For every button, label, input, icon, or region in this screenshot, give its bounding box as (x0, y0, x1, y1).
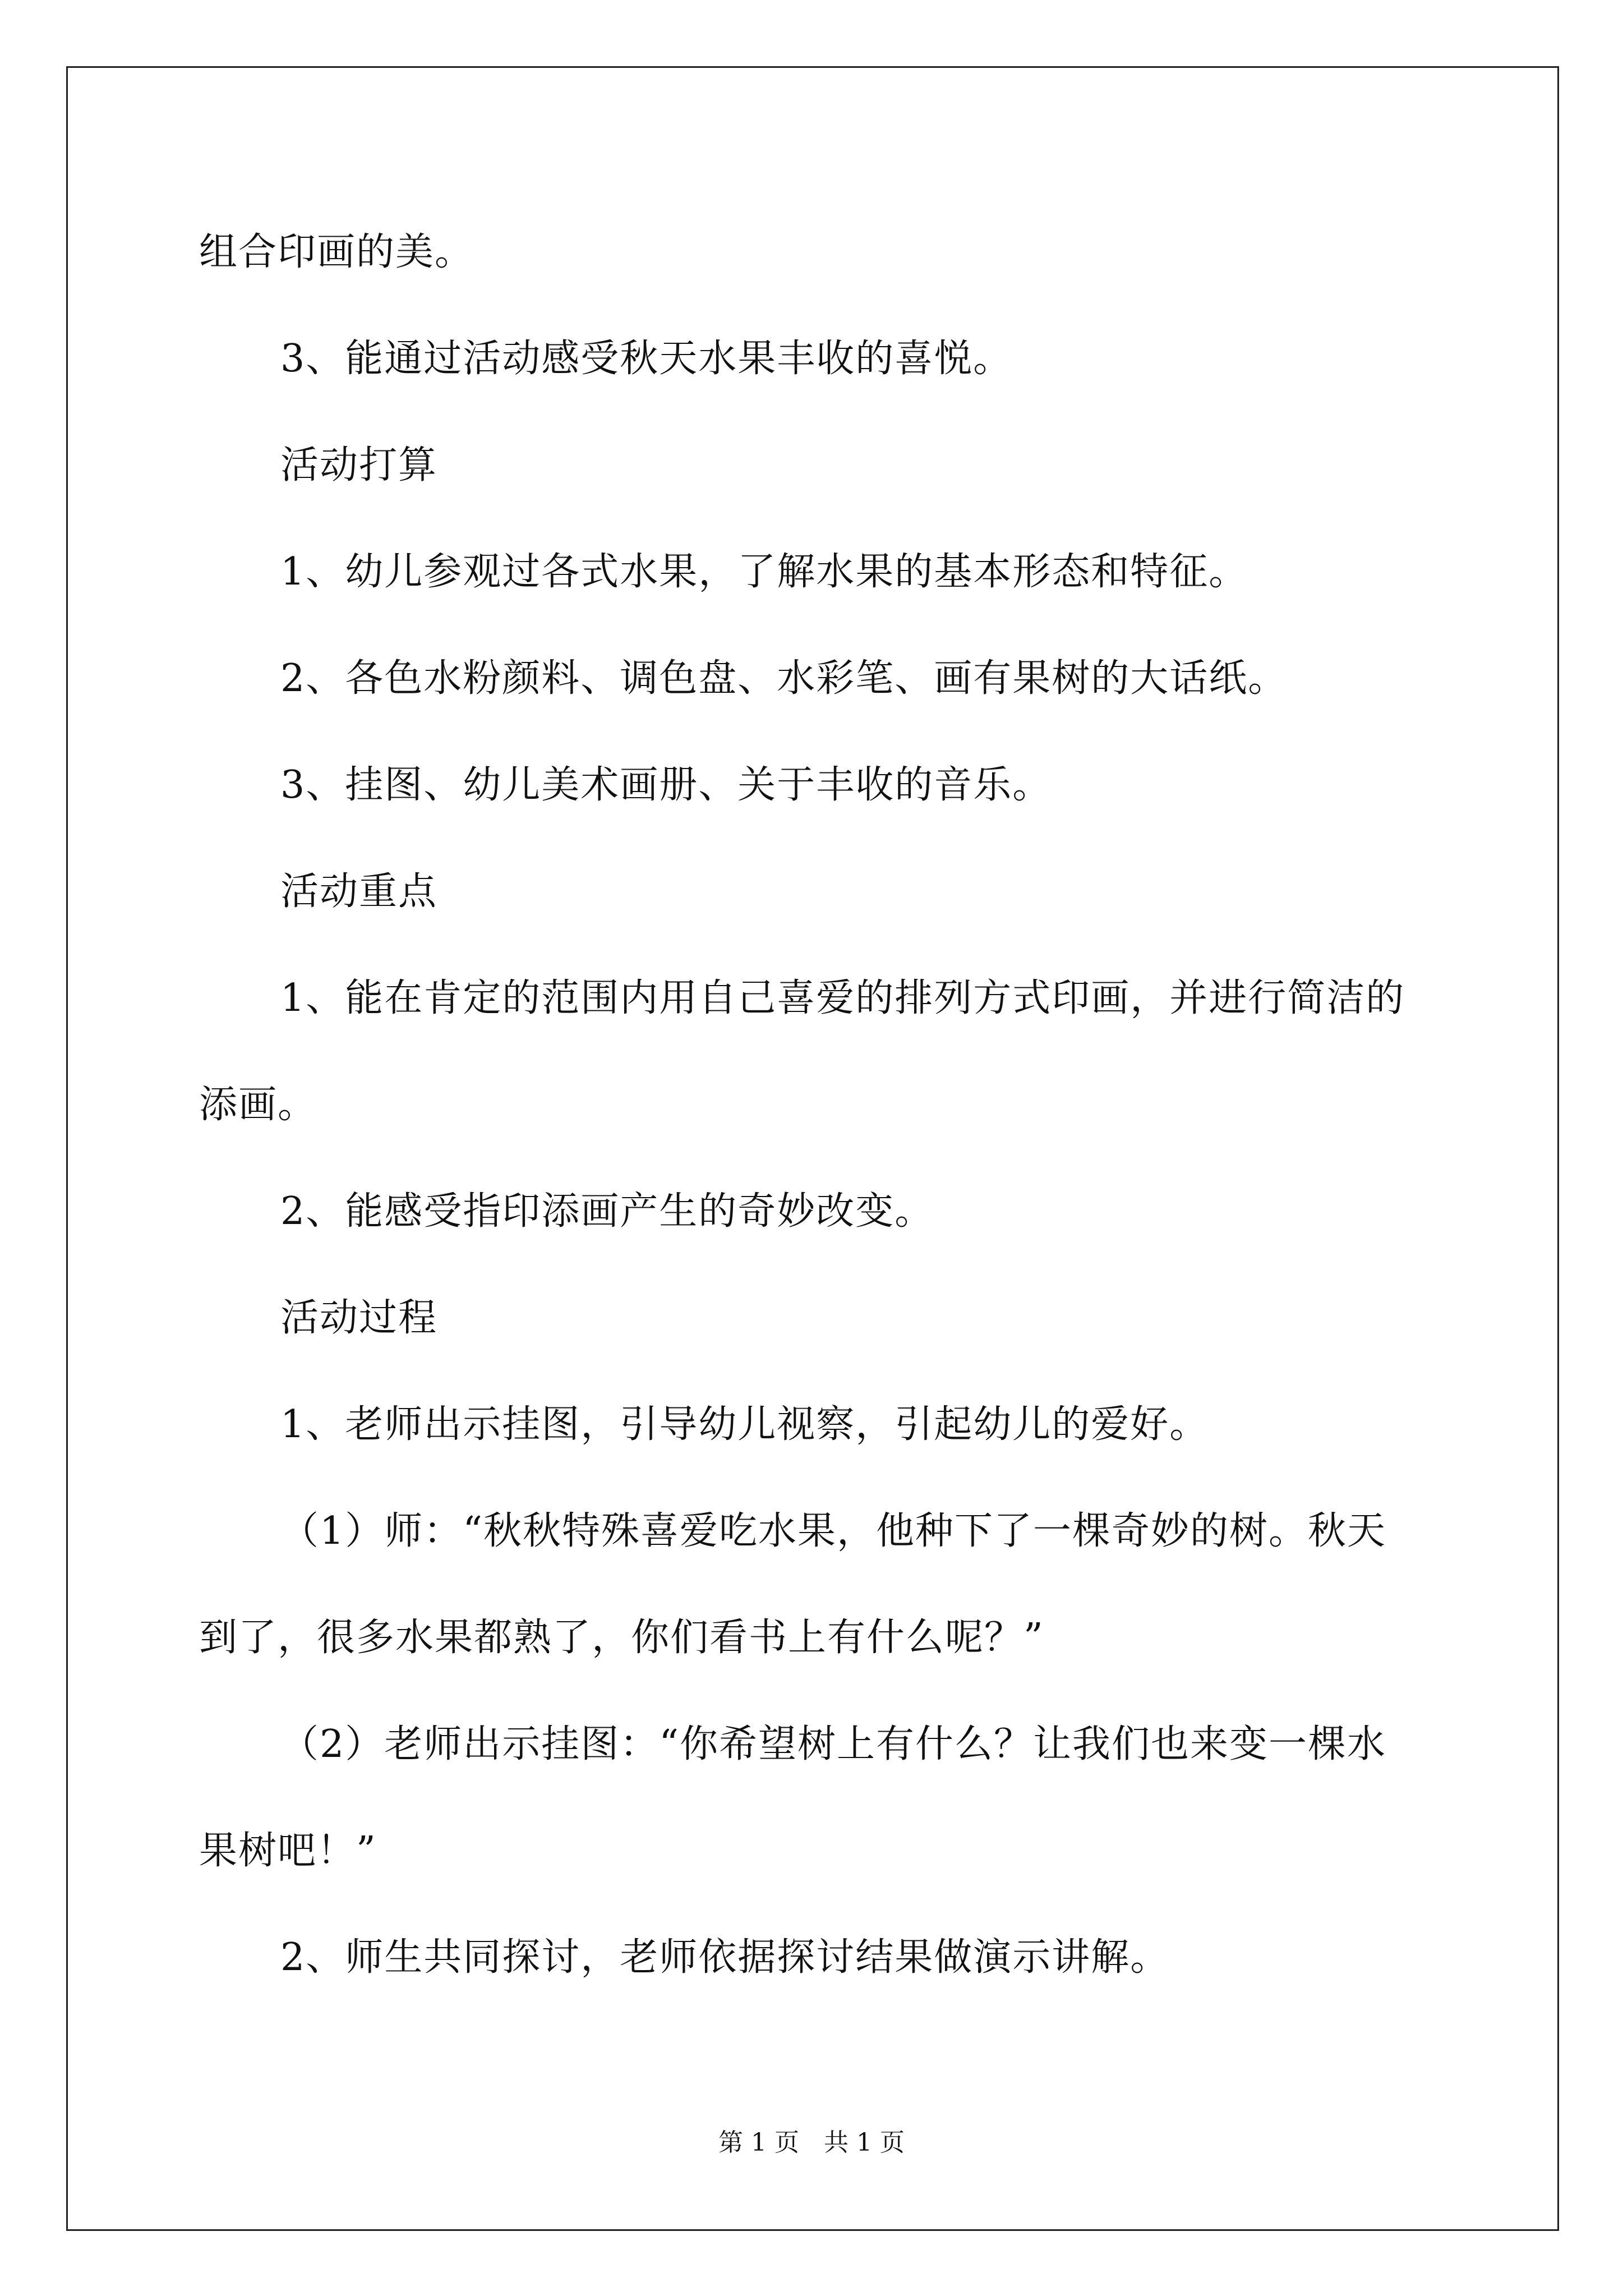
text-line: 添画。 (199, 1083, 317, 1127)
text-line: 1、能在肯定的范围内用自己喜爱的排列方式印画，并进行简洁的 (280, 976, 1405, 1020)
text-line: 2、师生共同探讨，老师依据探讨结果做演示讲解。 (280, 1935, 1170, 1980)
text-line: 1、幼儿参观过各式水果，了解水果的基本形态和特征。 (280, 550, 1248, 594)
page-border (66, 66, 1559, 2231)
text-line: 到了，很多水果都熟了，你们看书上有什么呢？” (199, 1616, 1044, 1660)
section-heading: 活动重点 (280, 869, 438, 914)
text-line: 3、能通过活动感受秋天水果丰收的喜悦。 (280, 337, 1013, 381)
section-heading: 活动打算 (280, 443, 438, 487)
text-line: 果树吧！” (199, 1829, 377, 1873)
text-line: （2）老师出示挂图：“你希望树上有什么？让我们也来变一棵水 (280, 1722, 1387, 1766)
text-line: 2、各色水粉颜料、调色盘、水彩笔、画有果树的大话纸。 (280, 656, 1288, 701)
text-line: 2、能感受指印添画产生的奇妙改变。 (280, 1189, 934, 1234)
section-heading: 活动过程 (280, 1296, 438, 1340)
text-line: 组合印画的美。 (199, 230, 474, 274)
text-line: （1）师：“秋秋特殊喜爱吃水果，他种下了一棵奇妙的树。秋天 (280, 1509, 1387, 1553)
text-line: 1、老师出示挂图，引导幼儿视察，引起幼儿的爱好。 (280, 1402, 1209, 1447)
text-line: 3、挂图、幼儿美术画册、关于丰收的音乐。 (280, 763, 1052, 807)
page-number-footer: 第 1 页 共 1 页 (718, 2128, 905, 2157)
